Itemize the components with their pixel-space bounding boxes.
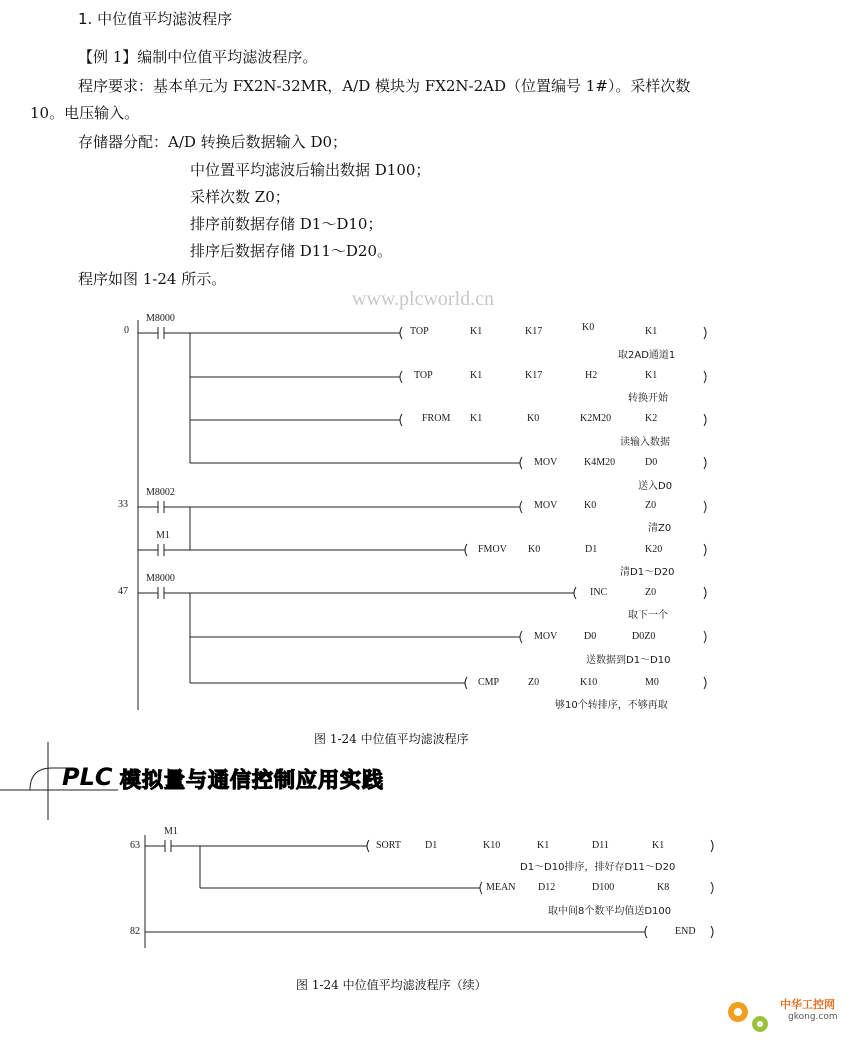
instr8-arg1: D0 [584, 631, 597, 642]
memory-line-4: 排序前数据存储 D1～D10； [190, 215, 383, 233]
memory-line-2: 中位置平均滤波后输出数据 D100； [190, 161, 431, 179]
instr1-op: TOP [410, 326, 429, 337]
instr2-op: TOP [414, 370, 433, 381]
instr8-arg2: D0Z0 [632, 631, 656, 642]
instr5-comment: 清Z0 [648, 523, 672, 534]
contact-M8000-b: M8000 [146, 573, 175, 584]
instr6-comment: 清D1～D20 [620, 567, 675, 578]
contact-M1-a: M1 [156, 530, 170, 541]
instr8-op: MOV [534, 631, 558, 642]
instr11-arg1: D12 [538, 882, 556, 893]
instr4-arg2: D0 [645, 457, 658, 468]
instr2-arg1: K1 [470, 370, 483, 381]
instr10-op: SORT [376, 840, 401, 851]
instr2-comment: 转换开始 [628, 393, 668, 404]
requirement-line-2: 10。电压输入。 [30, 104, 140, 122]
instr11-comment: 取中间8个数平均值送D100 [548, 906, 672, 917]
instr1-arg3: K0 [582, 322, 595, 333]
instr2-arg3: H2 [585, 370, 598, 381]
instr6-arg1: K0 [528, 544, 541, 555]
instr11-arg2: D100 [592, 882, 615, 893]
contact-M1-b: M1 [164, 826, 178, 837]
memory-line-5: 排序后数据存储 D11～D20。 [190, 242, 392, 260]
instr4-arg1: K4M20 [584, 457, 616, 468]
memory-line-3: 采样次数 Z0； [190, 188, 290, 206]
logo-main-text: 中华工控网 [780, 998, 835, 1011]
instr6-arg3: K20 [645, 544, 663, 555]
instr3-comment: 读输入数据 [620, 437, 670, 448]
instr4-op: MOV [534, 457, 558, 468]
banner-title: 模拟量与通信控制应用实践 [120, 768, 384, 792]
instr10-arg3: K1 [537, 840, 550, 851]
gkong-gear-icon [728, 1002, 768, 1032]
program-line: 程序如图 1-24 所示。 [78, 270, 227, 288]
contact-M8000-a: M8000 [146, 313, 175, 324]
instr6-arg2: D1 [585, 544, 598, 555]
instr9-comment: 够10个转排序，不够再取 [555, 700, 668, 711]
instr3-op: FROM [422, 413, 451, 424]
instr11-op: MEAN [486, 882, 516, 893]
logo-sub-text: gkong.com [788, 1012, 838, 1022]
banner-plc: PLC [62, 763, 113, 791]
instr9-arg2: K10 [580, 677, 598, 688]
instr9-op: CMP [478, 677, 500, 688]
instr6-op: FMOV [478, 544, 507, 555]
requirement-line-1: 程序要求：基本单元为 FX2N-32MR，A/D 模块为 FX2N-2AD（位置编号 1#）。采样次数 [78, 77, 691, 95]
instr3-arg1: K1 [470, 413, 483, 424]
instr5-arg2: Z0 [645, 500, 657, 511]
instr2-arg2: K17 [525, 370, 543, 381]
instr2-arg4: K1 [645, 370, 658, 381]
watermark: www.plcworld.cn [352, 288, 495, 310]
instr1-arg1: K1 [470, 326, 483, 337]
instr4-comment: 送入D0 [638, 481, 673, 492]
step-number-0: 0 [124, 325, 129, 336]
instr10-arg5: K1 [652, 840, 665, 851]
instr5-arg1: K0 [584, 500, 597, 511]
step-number-63: 63 [130, 840, 140, 851]
example-line: 【例 1】编制中位值平均滤波程序。 [78, 48, 318, 66]
instr9-arg1: Z0 [528, 677, 540, 688]
step-number-47: 47 [118, 586, 128, 597]
instr5-op: MOV [534, 500, 558, 511]
figure-caption-1: 图 1-24 中位值平均滤波程序 [314, 732, 469, 746]
instr1-comment: 取2AD通道1 [618, 350, 676, 361]
instr7-op: INC [590, 587, 608, 598]
instr7-comment: 取下一个 [628, 610, 668, 621]
instr10-comment: D1～D10排序，排好存D11～D20 [520, 862, 676, 873]
section-heading: 1. 中位值平均滤波程序 [78, 10, 233, 28]
instr12-op: END [675, 926, 696, 937]
instr10-arg4: D11 [592, 840, 609, 851]
instr9-arg3: M0 [645, 677, 659, 688]
instr3-arg2: K0 [527, 413, 540, 424]
instr1-arg2: K17 [525, 326, 543, 337]
instr10-arg2: K10 [483, 840, 501, 851]
memory-line-1: 存储器分配：A/D 转换后数据输入 D0； [78, 133, 348, 151]
instr3-arg4: K2 [645, 413, 658, 424]
step-number-82: 82 [130, 926, 140, 937]
instr10-arg1: D1 [425, 840, 438, 851]
contact-M8002: M8002 [146, 487, 175, 498]
instr1-arg4: K1 [645, 326, 658, 337]
instr3-arg3: K2M20 [580, 413, 612, 424]
instr11-arg3: K8 [657, 882, 670, 893]
instr7-arg1: Z0 [645, 587, 657, 598]
figure-caption-2: 图 1-24 中位值平均滤波程序（续） [296, 978, 487, 992]
instr8-comment: 送数据到D1～D10 [586, 655, 671, 666]
step-number-33: 33 [118, 499, 128, 510]
